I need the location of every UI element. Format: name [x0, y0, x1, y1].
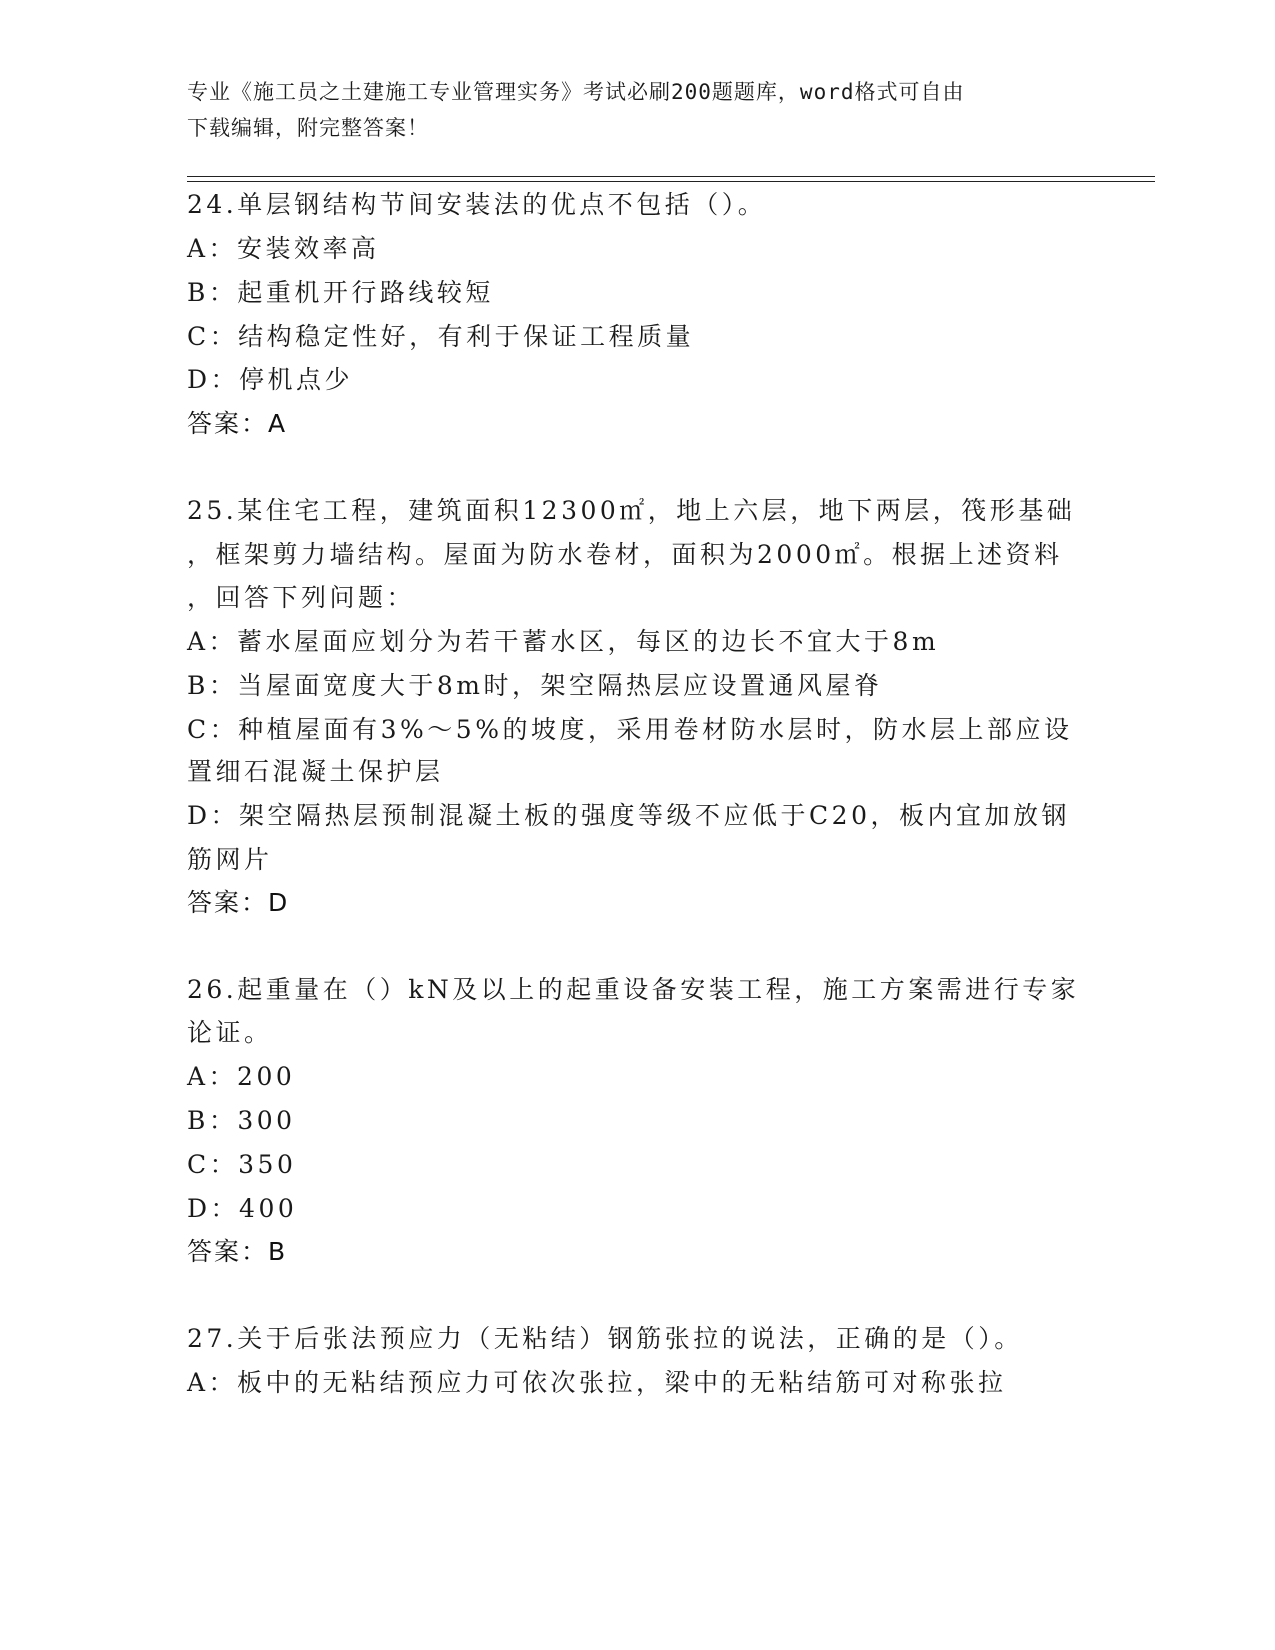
option-line: C：结构稳定性好，有利于保证工程质量	[187, 322, 695, 351]
option-line: B：300	[187, 1106, 296, 1135]
option-line: B：起重机开行路线较短	[187, 278, 494, 307]
option-line: D：400	[187, 1194, 298, 1223]
header-line-2: 下载编辑，附完整答案！	[187, 116, 429, 140]
document-header	[187, 74, 1067, 146]
question-stem-line: 论证。	[187, 1018, 273, 1047]
option-line: A：200	[187, 1062, 296, 1091]
header-divider-top	[187, 176, 1155, 177]
question-stem-line: 24.单层钢结构节间安装法的优点不包括（）。	[187, 190, 767, 219]
question-stem-line: 27.关于后张法预应力（无粘结）钢筋张拉的说法，正确的是（）。	[187, 1324, 1023, 1353]
option-line: D：停机点少	[187, 365, 354, 394]
option-line: A：蓄水屋面应划分为若干蓄水区，每区的边长不宜大于8m	[187, 627, 940, 656]
header-line-1: 专业《施工员之土建施工专业管理实务》考试必刷200题题库，word格式可自由	[187, 80, 965, 104]
answer-line: 答案：D	[187, 888, 290, 917]
answer-line: 答案：A	[187, 409, 288, 438]
option-line: C：种植屋面有3%～5%的坡度，采用卷材防水层时，防水层上部应设	[187, 715, 1073, 744]
question-stem-line: 25.某住宅工程，建筑面积12300㎡，地上六层，地下两层，筏形基础	[187, 496, 1076, 525]
option-line: 置细石混凝土保护层	[187, 757, 444, 786]
option-line: C：350	[187, 1150, 297, 1179]
question-stem-line: ，回答下列问题：	[187, 583, 416, 612]
option-line: B：当屋面宽度大于8m时，架空隔热层应设置通风屋脊	[187, 671, 883, 700]
option-line: 筋网片	[187, 845, 273, 874]
question-stem-line: 26.起重量在（）kN及以上的起重设备安装工程，施工方案需进行专家	[187, 975, 1080, 1004]
option-line: A：安装效率高	[187, 234, 380, 263]
question-stem-line: ，框架剪力墙结构。屋面为防水卷材，面积为2000㎡。根据上述资料	[187, 540, 1063, 569]
option-line: D：架空隔热层预制混凝土板的强度等级不应低于C20，板内宜加放钢	[187, 801, 1070, 830]
answer-line: 答案：B	[187, 1237, 288, 1266]
header-divider-bottom	[187, 181, 1155, 182]
option-line: A：板中的无粘结预应力可依次张拉，梁中的无粘结筋可对称张拉	[187, 1368, 1007, 1397]
